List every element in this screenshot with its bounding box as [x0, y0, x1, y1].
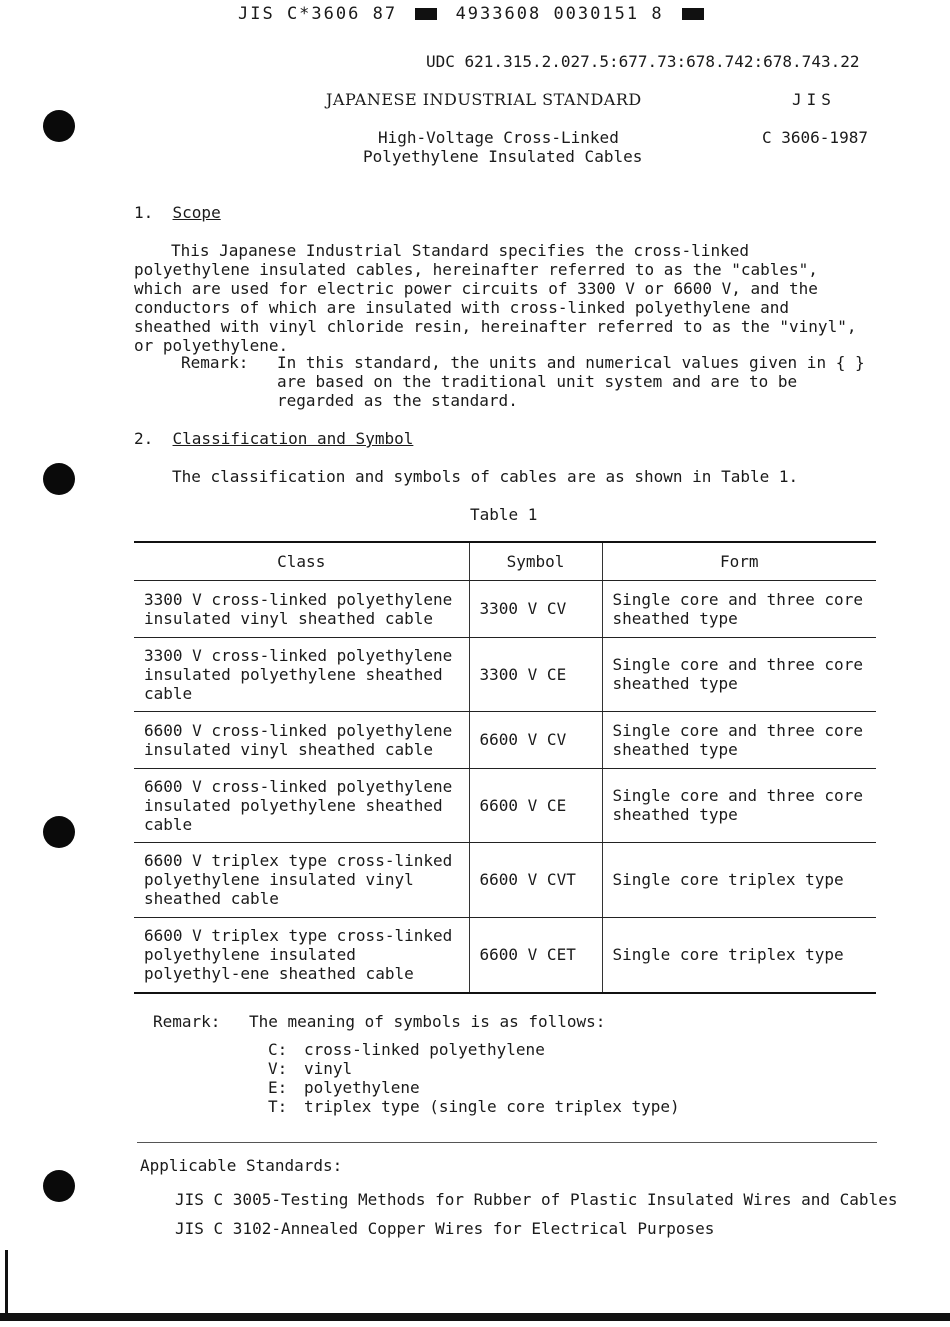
- applicable-standard-item: JIS C 3102-Annealed Copper Wires for Electrical Purposes: [175, 1219, 715, 1238]
- document-code-right: 4933608 0030151: [455, 4, 640, 24]
- table-row: [134, 917, 876, 993]
- cell-form: Single core and three core sheathed type: [602, 711, 876, 768]
- cell-class: 6600 V triplex type cross-linked polyethylene insulated vinyl sheathed cable: [134, 842, 469, 917]
- punch-hole-icon: [43, 816, 75, 848]
- cell-class: 6600 V cross-linked polyethylene insulated polyethylene sheathed cable: [134, 768, 469, 842]
- symbols-remark-text: The meaning of symbols is as follows:: [249, 1012, 606, 1031]
- black-block-mark: [682, 8, 704, 20]
- symbols-remark-label: Remark:: [153, 1012, 221, 1031]
- cell-class: 6600 V cross-linked polyethylene insulated vinyl sheathed cable: [134, 711, 469, 768]
- document-code-left: JIS C*3606 87: [238, 4, 398, 24]
- cell-form: Single core triplex type: [602, 842, 876, 917]
- symbol-key: T:: [268, 1097, 288, 1116]
- symbol-meaning: cross-linked polyethylene: [304, 1040, 545, 1059]
- cell-symbol: 6600 V CET: [469, 917, 602, 993]
- document-code-suffix: 8: [651, 4, 664, 24]
- table-header-row: [134, 542, 876, 580]
- section-2-title: Classification and Symbol: [172, 429, 414, 448]
- punch-hole-icon: [43, 1170, 75, 1202]
- symbol-key: E:: [268, 1078, 288, 1097]
- table-caption: Table 1: [470, 505, 538, 524]
- remark-label: Remark:: [181, 353, 249, 372]
- section-1-title: Scope: [172, 203, 221, 222]
- column-header-symbol: Symbol: [469, 542, 602, 580]
- cell-form: Single core and three core sheathed type: [602, 768, 876, 842]
- column-header-class: Class: [134, 542, 469, 580]
- section-1-heading: [134, 203, 221, 222]
- cell-form: Single core triplex type: [602, 917, 876, 993]
- document-code-line: [238, 4, 710, 24]
- table-row: [134, 842, 876, 917]
- cell-class: 3300 V cross-linked polyethylene insulated polyethylene sheathed cable: [134, 637, 469, 711]
- section-2-heading: [134, 429, 413, 448]
- scan-edge-left: [5, 1250, 8, 1318]
- section-2-intro: The classification and symbols of cables are as shown in Table 1.: [172, 467, 799, 486]
- cell-class: 3300 V cross-linked polyethylene insulated vinyl sheathed cable: [134, 580, 469, 637]
- symbol-meaning: polyethylene: [304, 1078, 420, 1097]
- table-row: [134, 580, 876, 637]
- standard-name: JAPANESE INDUSTRIAL STANDARD: [326, 90, 642, 109]
- symbol-key: C:: [268, 1040, 288, 1059]
- punch-hole-icon: [43, 110, 75, 142]
- udc-number: UDC 621.315.2.027.5:677.73:678.742:678.743.22: [426, 52, 860, 71]
- cell-symbol: 3300 V CV: [469, 580, 602, 637]
- black-block-mark: [415, 8, 437, 20]
- table-row: [134, 768, 876, 842]
- cell-symbol: 6600 V CVT: [469, 842, 602, 917]
- scope-paragraph: This Japanese Industrial Standard specifies the cross-linked polyethylene insulated cables, hereinafter referred to as the "cables", which are used for electric power circuits of 3300 V or 6600 V, and the conductors of which are insulated with cross-linked polyethylene and sheathed with vinyl chloride resin, hereinafter referred to as the "vinyl", or polyethylene.: [134, 241, 857, 355]
- table-row: [134, 637, 876, 711]
- table-row: [134, 711, 876, 768]
- section-2-number: 2.: [134, 429, 154, 448]
- symbol-item: [268, 1078, 680, 1097]
- document-title-line2: Polyethylene Insulated Cables: [363, 147, 643, 166]
- symbol-meaning: triplex type (single core triplex type): [304, 1097, 680, 1116]
- cell-symbol: 6600 V CE: [469, 768, 602, 842]
- applicable-standards-title: Applicable Standards:: [140, 1156, 343, 1175]
- cell-form: Single core and three core sheathed type: [602, 580, 876, 637]
- cell-form: Single core and three core sheathed type: [602, 637, 876, 711]
- symbol-meaning: vinyl: [304, 1059, 353, 1078]
- remark-text: In this standard, the units and numerical values given in { } are based on the traditional unit system and are to be regarded as the standard.: [277, 353, 865, 410]
- symbol-item: [268, 1097, 680, 1116]
- symbol-item: [268, 1059, 680, 1078]
- symbol-list: [268, 1040, 680, 1116]
- cell-symbol: 3300 V CE: [469, 637, 602, 711]
- cell-symbol: 6600 V CV: [469, 711, 602, 768]
- symbol-item: [268, 1040, 680, 1059]
- applicable-standard-item: JIS C 3005-Testing Methods for Rubber of Plastic Insulated Wires and Cables: [175, 1190, 898, 1209]
- jis-code: C 3606-1987: [762, 128, 868, 147]
- cell-class: 6600 V triplex type cross-linked polyethylene insulated polyethyl-ene sheathed cable: [134, 917, 469, 993]
- jis-tag: JIS: [792, 90, 836, 109]
- symbol-key: V:: [268, 1059, 288, 1078]
- section-1-number: 1.: [134, 203, 154, 222]
- scan-edge-bottom: [0, 1313, 950, 1321]
- document-title-line1: High-Voltage Cross-Linked: [378, 128, 619, 147]
- divider: [137, 1142, 877, 1143]
- column-header-form: Form: [602, 542, 876, 580]
- punch-hole-icon: [43, 463, 75, 495]
- classification-table: [134, 541, 876, 994]
